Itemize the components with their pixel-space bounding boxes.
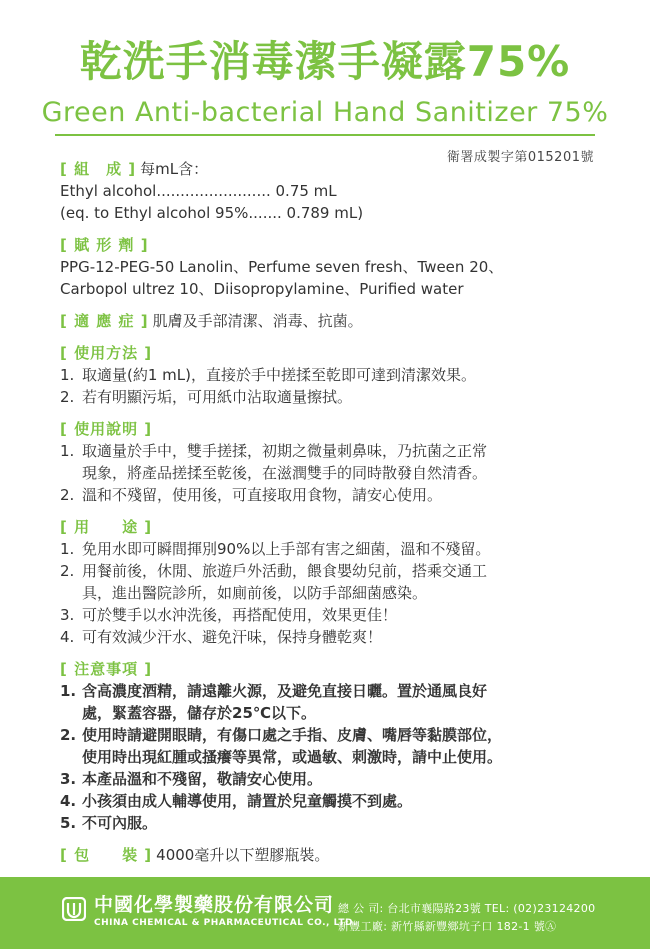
list-item [60, 560, 600, 604]
composition-section [60, 158, 600, 224]
list-item [60, 790, 600, 812]
composition-line: Ethyl alcohol........................ 0.75 mL [60, 182, 337, 200]
item-text: 處，緊蓋容器，儲存於25℃以下。 [82, 704, 317, 722]
excipients-label: [ 賦 形 劑 ] [60, 236, 149, 254]
label-content [60, 158, 600, 898]
package-text: 4000毫升以下塑膠瓶裝。 [156, 846, 330, 864]
item-text: 使用時請避開眼睛，有傷口處之手指、皮膚、嘴唇等黏膜部位， [82, 726, 503, 744]
list-item [60, 812, 600, 834]
item-text: 可有效減少汗水、避免汗味，保持身體乾爽！ [82, 628, 383, 646]
item-text: 小孩須由成人輔導使用，請置於兒童觸摸不到處。 [82, 792, 413, 810]
product-title-zh: 乾洗手消毒潔手凝露75% [79, 37, 571, 86]
item-text: 具，進出醫院診所，如廁前後，以防手部細菌感染。 [82, 584, 428, 602]
company-name-zh: 中國化學製藥股份有限公司 [94, 894, 335, 916]
usage-label: [ 使用方法 ] [60, 344, 153, 362]
package-section [60, 844, 600, 866]
composition-line: (eq. to Ethyl alcohol 95%....... 0.789 mL) [60, 204, 364, 222]
item-text: 用餐前後，休閒、旅遊戶外活動，餵食嬰幼兒前，搭乘交通工 [82, 562, 488, 580]
item-text: 不可內服。 [82, 814, 158, 832]
license-number: 衛署成製字第015201號 [446, 150, 594, 165]
item-text: 免用水即可瞬間揮別90%以上手部有害之細菌，溫和不殘留。 [82, 540, 491, 558]
list-item [60, 386, 600, 408]
item-number: 2. [60, 726, 77, 744]
item-number: 1. [60, 540, 75, 558]
instructions-section [60, 418, 600, 506]
composition-intro: 每mL含： [140, 160, 209, 178]
list-item [60, 680, 600, 724]
list-item [60, 484, 600, 506]
item-number: 1. [60, 442, 75, 460]
list-item [60, 364, 600, 386]
item-number: 4. [60, 628, 75, 646]
excipients-line: PPG-12-PEG-50 Lanolin、Perfume seven fresh、Tween 20、 [60, 258, 504, 276]
product-title-en: Green Anti-bacterial Hand Sanitizer 75% [41, 97, 609, 128]
factory-address: 新豐工廠: 新竹縣新豐鄉坑子口 182-1 號Ⓐ [338, 920, 557, 933]
instructions-label: [ 使用說明 ] [60, 420, 153, 438]
composition-label: [ 組 成 ] [60, 160, 137, 178]
item-number: 2. [60, 562, 75, 580]
company-logo-icon [62, 897, 86, 921]
list-item [60, 626, 600, 648]
item-number: 5. [60, 814, 77, 832]
company-name-en: CHINA CHEMICAL & PHARMACEUTICAL CO., LTD. [94, 918, 357, 928]
excipients-line: Carbopol ultrez 10、Diisopropylamine、Purified water [60, 280, 464, 298]
headquarters-address: 總 公 司: 台北市襄陽路23號 TEL: (02)23124200 [338, 902, 596, 915]
usage-section [60, 342, 600, 408]
item-text: 可於雙手以水沖洗後，再搭配使用，效果更佳！ [82, 606, 398, 624]
item-number: 3. [60, 770, 77, 788]
item-number: 2. [60, 388, 75, 406]
precautions-label: [ 注意事項 ] [60, 660, 153, 678]
item-number: 1. [60, 366, 75, 384]
purpose-label: [ 用 途 ] [60, 518, 153, 536]
item-text: 取適量於手中，雙手搓揉，初期之微量刺鼻味，乃抗菌之正常 [82, 442, 488, 460]
excipients-section [60, 234, 600, 300]
item-number: 4. [60, 792, 77, 810]
item-text: 使用時出現紅腫或搔癢等異常，或過敏、刺激時，請中止使用。 [82, 748, 503, 766]
list-item [60, 724, 600, 768]
item-text: 溫和不殘留，使用後，可直接取用食物，請安心使用。 [82, 486, 443, 504]
list-item [60, 440, 600, 484]
item-text: 若有明顯污垢，可用紙巾沾取適量擦拭。 [82, 388, 353, 406]
title-divider [55, 134, 595, 136]
item-number: 2. [60, 486, 75, 504]
purpose-section [60, 516, 600, 648]
precautions-section [60, 658, 600, 834]
list-item [60, 604, 600, 626]
indication-text: 肌膚及手部清潔、消毒、抗菌。 [152, 312, 363, 330]
item-text: 現象，將產品搓揉至乾後，在滋潤雙手的同時散發自然清香。 [82, 464, 488, 482]
list-item [60, 768, 600, 790]
indication-label: [ 適 應 症 ] [60, 312, 149, 330]
package-label: [ 包 裝 ] [60, 846, 153, 864]
company-footer [0, 877, 650, 949]
item-number: 3. [60, 606, 75, 624]
item-text: 含高濃度酒精，請遠離火源，及避免直接日曬。置於通風良好 [82, 682, 488, 700]
item-text: 取適量(約1 mL)，直接於手中搓揉至乾即可達到清潔效果。 [82, 366, 476, 384]
list-item [60, 538, 600, 560]
item-number: 1. [60, 682, 77, 700]
item-text: 本產品溫和不殘留，敬請安心使用。 [82, 770, 323, 788]
indication-section [60, 310, 600, 332]
